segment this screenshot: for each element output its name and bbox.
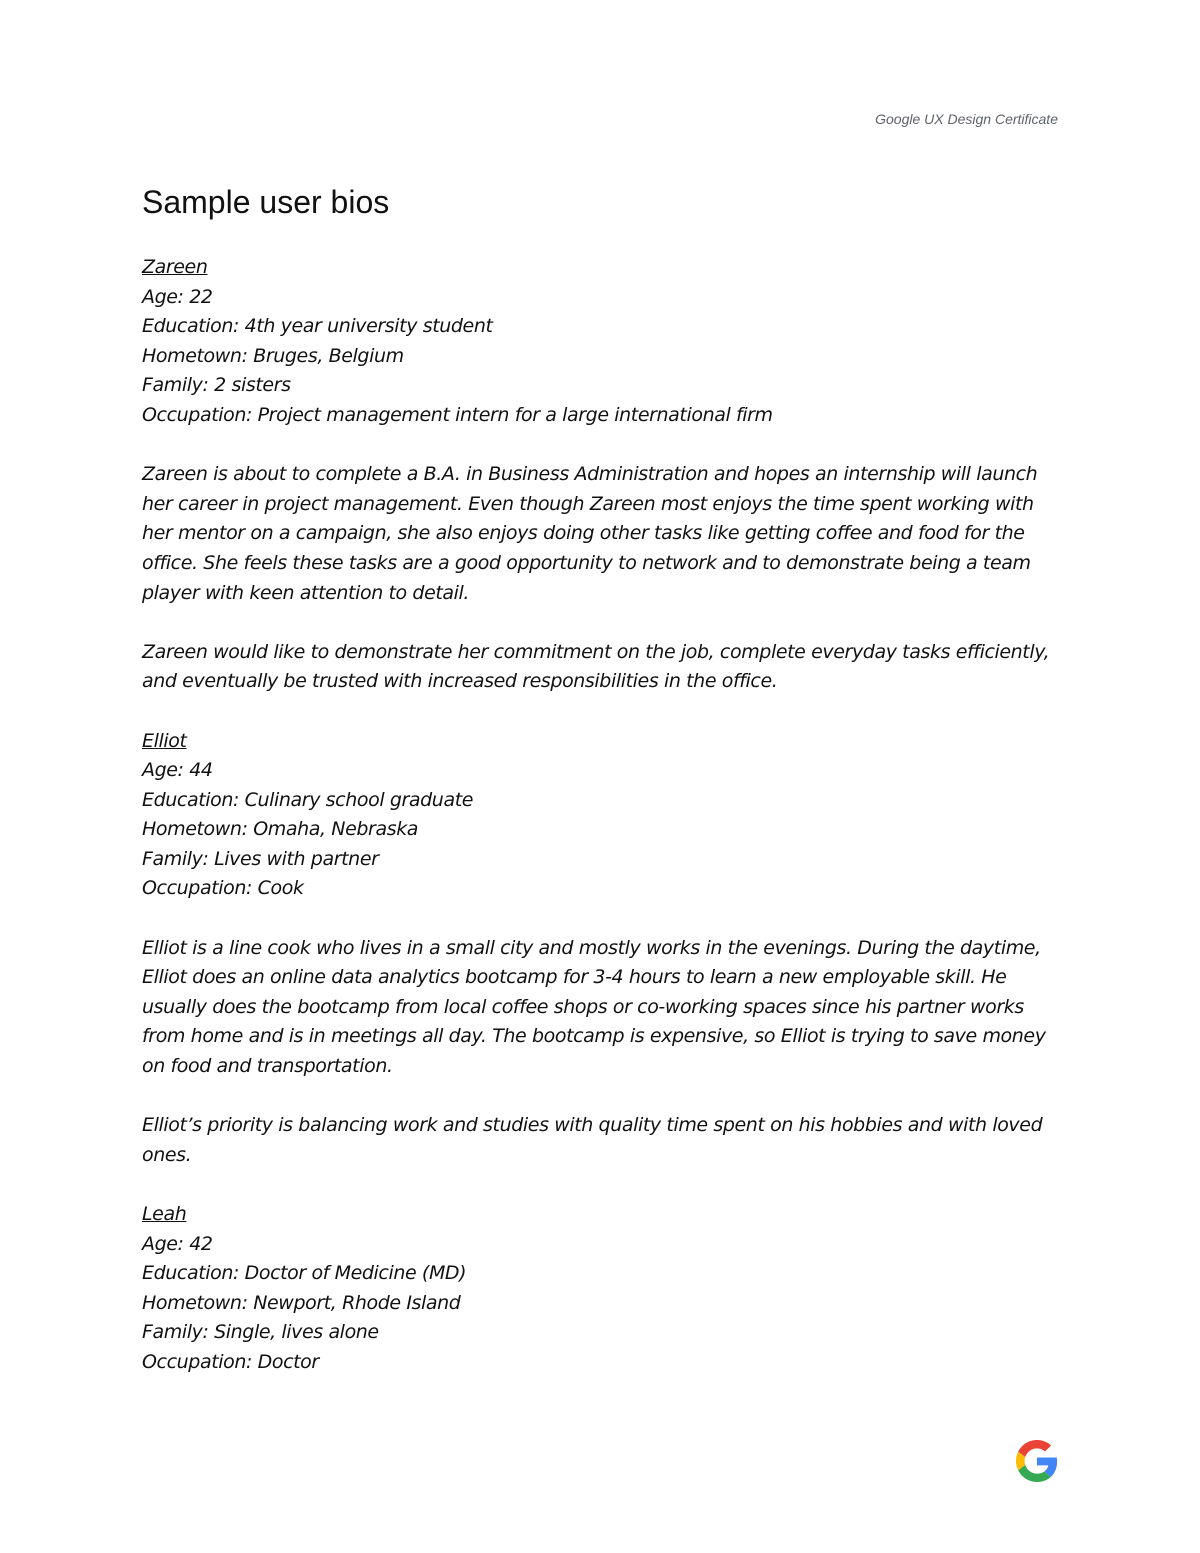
page-title: Sample user bios <box>142 184 390 220</box>
google-g-green-segment <box>1018 1465 1051 1482</box>
bio-occupation: Occupation: Cook <box>142 877 304 900</box>
bio-education: Education: 4th year university student <box>142 315 493 338</box>
bio-leah <box>142 1200 1062 1378</box>
bios-content <box>142 253 1062 1378</box>
bio-age: Age: 22 <box>142 285 213 308</box>
google-g-red-segment <box>1018 1440 1051 1457</box>
bio-paragraph: Zareen would like to demonstrate her commitment on the job, complete everyday tasks efficiently, and eventually be trusted with increased responsibilities in the office. <box>142 640 1050 693</box>
google-g-icon <box>1016 1440 1058 1482</box>
bio-occupation: Occupation: Doctor <box>142 1350 319 1373</box>
bio-occupation: Occupation: Project management intern for a large international firm <box>142 403 773 426</box>
header-note: Google UX Design Certificate <box>875 111 1058 127</box>
bio-elliot <box>142 727 1062 1171</box>
bio-name: Leah <box>142 1203 187 1225</box>
bio-paragraph: Elliot’s priority is balancing work and studies with quality time spent on his hobbies and with loved ones. <box>142 1114 1043 1166</box>
bio-hometown: Hometown: Omaha, Nebraska <box>142 818 419 841</box>
bio-family: Family: Lives with partner <box>142 847 379 870</box>
bio-education: Education: Doctor of Medicine (MD) <box>142 1262 467 1285</box>
bio-hometown: Hometown: Newport, Rhode Island <box>142 1291 461 1314</box>
bio-age: Age: 44 <box>142 759 213 782</box>
bio-paragraph: Zareen is about to complete a B.A. in Business Administration and hopes an internship will launch her career in project management. Even though Zareen most enjoys the time spent working with her mentor on a campaign, she also enjoys doing other tasks like getting coffee and food for the office. She feels these tasks are a good opportunity to network and to demonstrate being a team player with keen attention to detail. <box>142 463 1038 604</box>
bio-family: Family: Single, lives alone <box>142 1321 379 1344</box>
bio-age: Age: 42 <box>142 1232 213 1255</box>
bio-name: Zareen <box>142 256 208 278</box>
bio-hometown: Hometown: Bruges, Belgium <box>142 344 404 367</box>
bio-name: Elliot <box>142 729 187 752</box>
bio-zareen <box>142 253 1062 697</box>
bio-paragraph: Elliot is a line cook who lives in a small city and mostly works in the evenings. During the daytime, Elliot does an online data analytics bootcamp for 3-4 hours to learn a new employable skill. He usually does the bootcamp from local coffee shops or co-working spaces since his partner works from home and is in meetings all day. The bootcamp is expensive, so Elliot is trying to save money on food and transportation. <box>142 936 1046 1078</box>
bio-family: Family: 2 sisters <box>142 374 291 397</box>
bio-education: Education: Culinary school graduate <box>142 788 474 811</box>
